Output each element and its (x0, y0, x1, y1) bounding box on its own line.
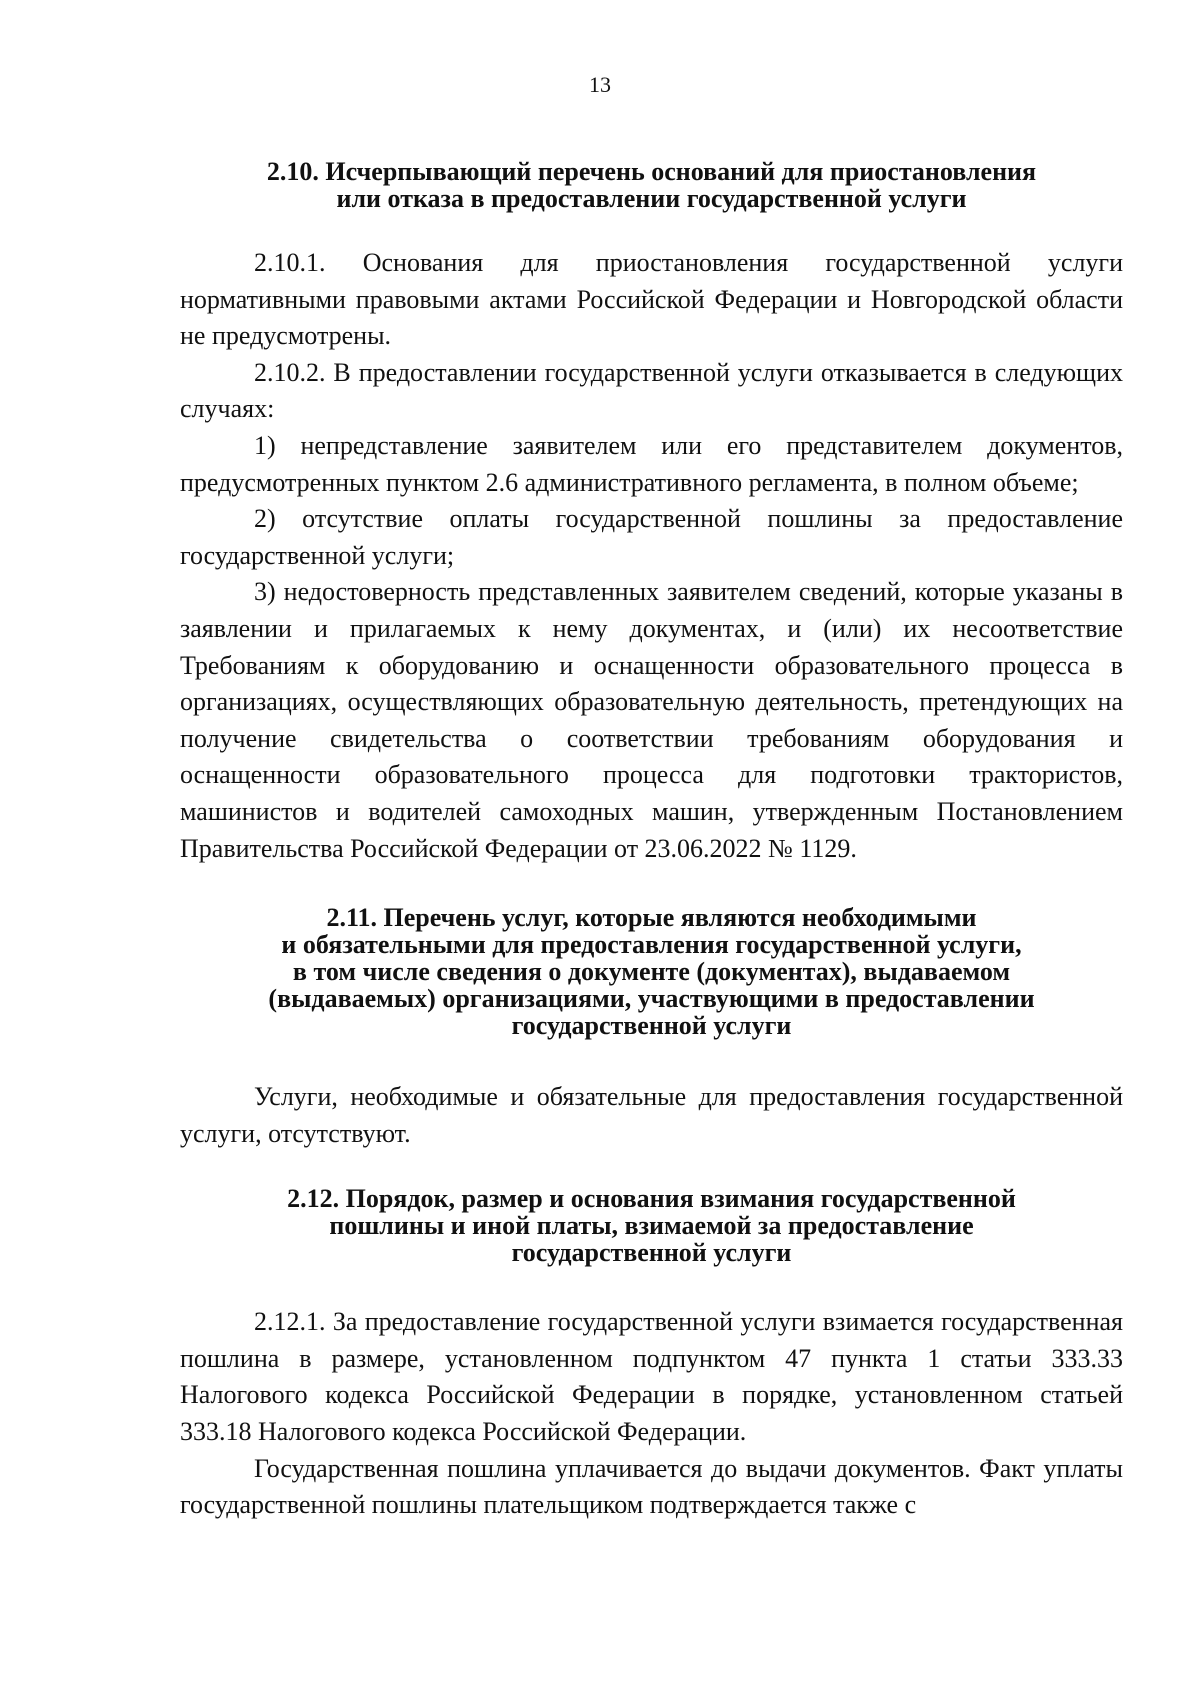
paragraph-2-12-1: 2.12.1. За предоставление государственной услуги взимается государственная пошлина в размере, установленном подпунктом 47 пункта 1 статьи 333.33 Налогового кодекса Российской Федерации в порядке, установленном статьей 333.18 Налогового кодекса Российской Федерации. (180, 1307, 1123, 1447)
document-body (180, 158, 1123, 1524)
list-item-3: 3) недостоверность представленных заявителем сведений, которые указаны в заявлении и прилагаемых к нему документах, и (или) их несоответствие Требованиям к оборудованию и оснащенности образовательного процесса в организациях, осуществляющих образовательную деятельность, претендующих на получение свидетельства о соответствии требованиям оборудования и оснащенности образовательного процесса для подготовки трактористов, машинистов и водителей самоходных машин, утвержденным Постановлением Правительства Российской Федерации от 23.06.2022 № 1129. (180, 577, 1123, 863)
heading-line: или отказа в предоставлении государственной услуги (336, 184, 967, 213)
heading-line: 2.12. Порядок, размер и основания взимания государственной (287, 1184, 1016, 1214)
paragraph-2-11-1: Услуги, необходимые и обязательные для предоставления государственной услуги, отсутствуют. (180, 1082, 1123, 1148)
section-2-10-heading (180, 158, 1123, 212)
paragraph-2-10-2: 2.10.2. В предоставлении государственной услуги отказывается в следующих случаях: (180, 357, 1123, 424)
list-item-1: 1) непредставление заявителем или его представителем документов, предусмотренных пунктом 2.6 административного регламента, в полном объеме; (180, 430, 1123, 497)
heading-line: 2.11. Перечень услуг, которые являются необходимыми (326, 903, 977, 933)
list-item-2: 2) отсутствие оплаты государственной пошлины за предоставление государственной услуги; (180, 504, 1123, 570)
paragraph-2-12-2: Государственная пошлина уплачивается до выдачи документов. Факт уплаты государственной пошлины плательщиком подтверждается также с (180, 1453, 1123, 1520)
section-2-12-heading (180, 1185, 1123, 1266)
heading-line: и обязательными для предоставления государственной услуги, (281, 930, 1022, 960)
heading-line: в том числе сведения о документе (документах), выдаваемом (292, 957, 1011, 987)
heading-line: государственной услуги (511, 1238, 792, 1268)
heading-line: 2.10. Исчерпывающий перечень оснований для приостановления (266, 157, 1037, 186)
heading-line: пошлины и иной платы, взимаемой за предоставление (329, 1211, 974, 1241)
heading-line: государственной услуги (511, 1011, 792, 1041)
page-number: 13 (589, 72, 611, 97)
paragraph-2-10-1: 2.10.1. Основания для приостановления государственной услуги нормативными правовыми актами Российской Федерации и Новгородской области не предусмотрены. (180, 248, 1123, 351)
heading-line: (выдаваемых) организациями, участвующими в предоставлении (268, 984, 1035, 1014)
section-2-11-heading (180, 904, 1123, 1039)
